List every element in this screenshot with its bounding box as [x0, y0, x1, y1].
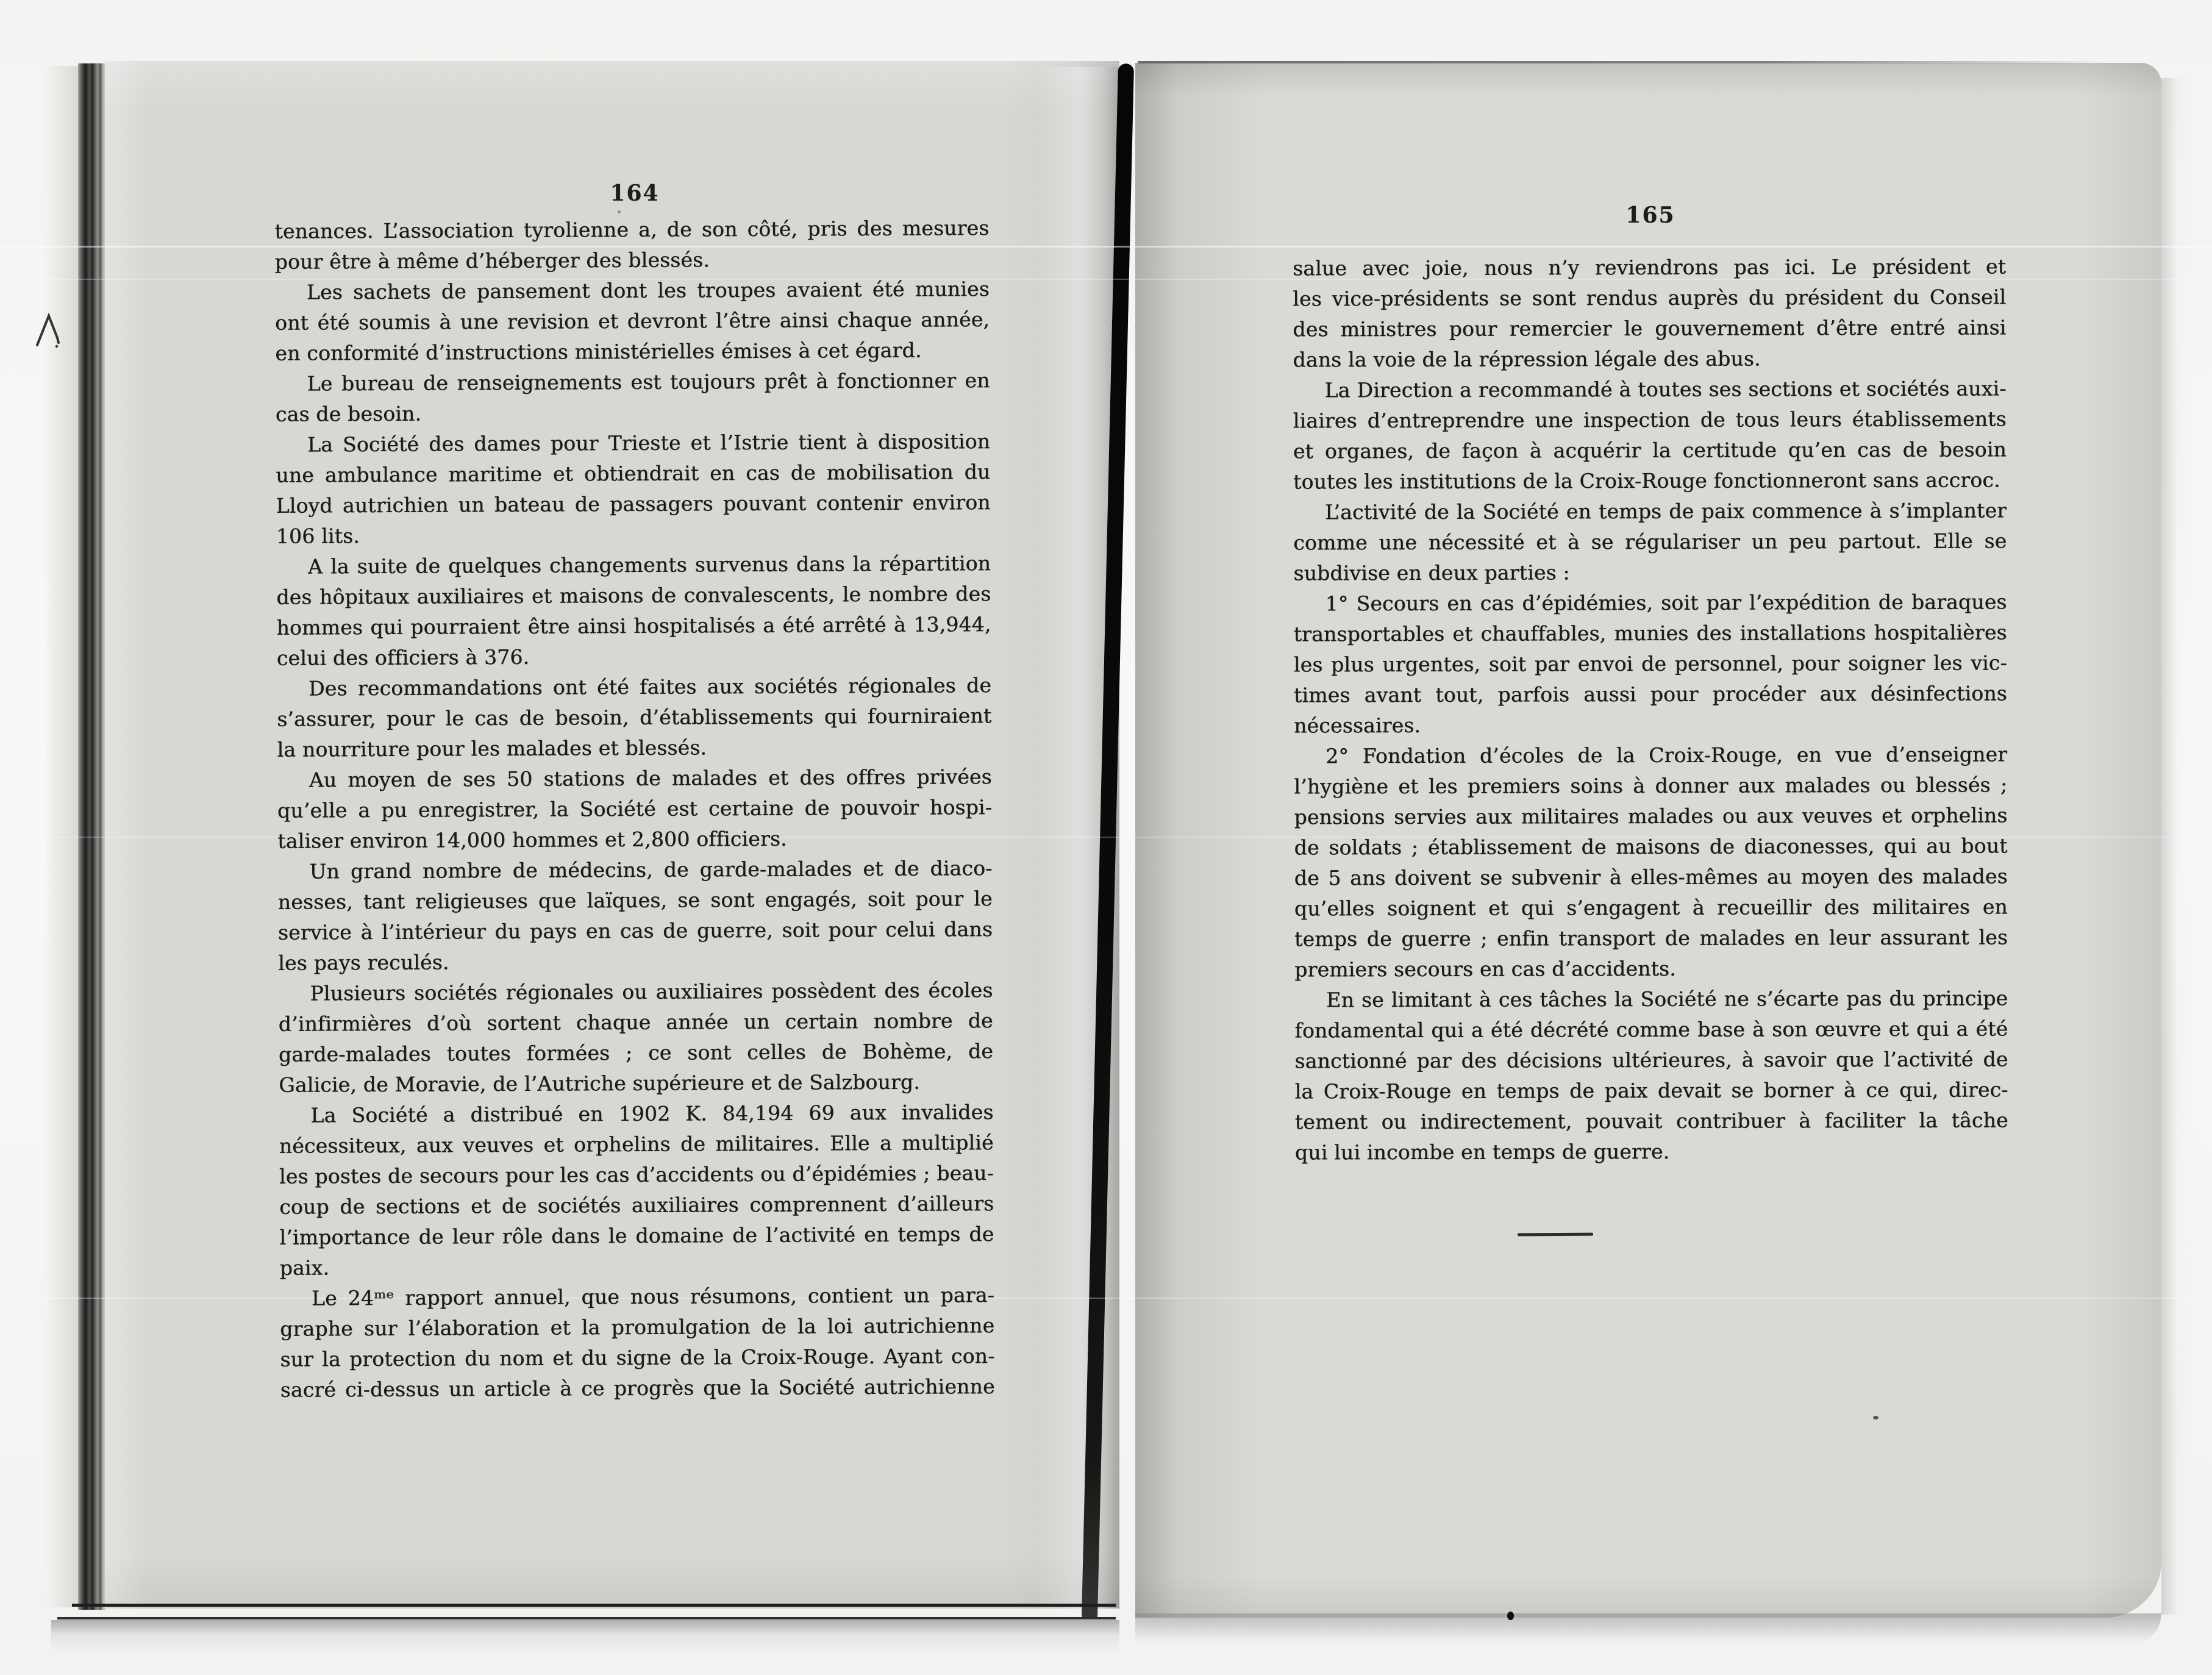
text-line: tenances. L’association tyrolienne a, de son côté, pris des mesures: [274, 216, 990, 243]
text-line: de soldats ; établissement de maisons de diaconesses, qui au bout: [1294, 834, 2008, 860]
text-line: A la suite de quelques changements survenus dans la répartition: [307, 551, 991, 579]
text-line: fondamental qui a été décrété comme base à son œuvre et qui a été: [1294, 1016, 2008, 1043]
text-line: les pays reculés.: [278, 950, 449, 975]
text-line: cas de besoin.: [275, 401, 422, 426]
text-line: l’hygiène et les premiers soins à donner aux malades ou blessés ;: [1294, 773, 2008, 799]
text-line: de 5 ans doivent se subvenir à elles-mêmes au moyen des malades: [1294, 864, 2008, 890]
text-line: sacré ci-dessus un article à ce progrès que la Société autrichienne: [280, 1374, 995, 1402]
ink-speck: [1873, 1416, 1878, 1420]
text-line: d’infirmières d’où sortent chaque année un certain nombre de: [278, 1009, 993, 1036]
page-number-164: 164: [610, 180, 660, 206]
text-line: la nourriture pour les malades et blessés.: [277, 735, 707, 762]
text-line: L’activité de la Société en temps de paix commence à s’implanter: [1325, 498, 2007, 524]
text-line: Au moyen de ses 50 stations de malades et des offres privées: [309, 765, 992, 792]
text-line: dans la voie de la répression légale des abus.: [1293, 346, 1761, 372]
text-line: graphe sur l’élaboration et la promulgation de la loi autrichienne: [280, 1313, 995, 1341]
text-line: ont été soumis à une revision et devront l’être ainsi chaque année,: [274, 307, 990, 335]
text-line: Des recommandations ont été faites aux sociétés régionales de: [308, 673, 992, 701]
page-165-text-column: [1293, 251, 2008, 1168]
text-line: la Croix-Rouge en temps de paix devait se borner à ce qui, direc-: [1294, 1077, 2008, 1104]
text-line: Les sachets de pansement dont les troupes avaient été munies: [306, 277, 990, 304]
text-line: s’assurer, pour le cas de besoin, d’établissements qui fourniraient: [277, 704, 992, 731]
ink-speck: [618, 210, 621, 213]
text-line: sanctionné par des décisions ultérieures, à savoir que l’activité de: [1294, 1047, 2008, 1073]
text-line: nécessaires.: [1294, 713, 1421, 738]
text-line: une ambulance maritime et obtiendrait en cas de mobilisation du: [276, 460, 991, 487]
text-line: Lloyd autrichien un bateau de passagers pouvant contenir environ: [276, 490, 991, 518]
text-line: service à l’intérieur du pays en cas de guerre, soit pour celui dans: [277, 917, 993, 945]
text-line: Galicie, de Moravie, de l’Autriche supérieure et de Salzbourg.: [279, 1070, 920, 1097]
text-line: nécessiteux, aux veuves et orphelins de militaires. Elle a multiplié: [279, 1130, 994, 1158]
bottom-page-edge-line: [72, 1604, 1116, 1607]
page-164-text-column: [274, 213, 995, 1405]
text-line: et organes, de façon à acquérir la certitude qu’en cas de besoin: [1293, 437, 2007, 463]
text-line: des ministres pour remercier le gouvernement d’être entré ainsi: [1293, 315, 2007, 341]
text-line: sur la protection du nom et du signe de la Croix-Rouge. Ayant con-: [280, 1344, 995, 1371]
text-line: comme une nécessité et à se régulariser un peu partout. Elle se: [1293, 529, 2007, 555]
text-line: subdivise en deux parties :: [1293, 560, 1570, 585]
text-line: pensions servies aux militaires malades ou aux veuves et orphelins: [1294, 803, 2008, 829]
text-line: taliser environ 14,000 hommes et 2,800 officiers.: [277, 826, 787, 853]
text-line: celui des officiers à 376.: [276, 645, 530, 670]
text-line: nesses, tant religieuses que laïques, se sont engagés, soit pour le: [277, 887, 993, 914]
text-line: 1° Secours en cas d’épidémies, soit par l’expédition de baraques: [1325, 590, 2007, 616]
text-line: les vice-présidents se sont rendus auprès du président du Conseil: [1293, 285, 2007, 311]
text-line: les plus urgentes, soit par envoi de personnel, pour soigner les vic-: [1293, 651, 2007, 677]
ink-speck: [1507, 1612, 1514, 1620]
text-line: En se limitant à ces tâches la Société ne s’écarte pas du principe: [1326, 986, 2008, 1012]
bottom-page-edge-line: [57, 1617, 1116, 1620]
text-line: La Société des dames pour Trieste et l’Istrie tient à disposition: [307, 429, 991, 457]
page-shadow: [51, 1620, 1119, 1653]
text-line: hommes qui pourraient être ainsi hospitalisés a été arrêté à 13,944,: [276, 612, 991, 640]
text-line: qui lui incombe en temps de guerre.: [1294, 1139, 1670, 1165]
text-line: paix.: [279, 1255, 330, 1280]
text-line: liaires d’entreprendre une inspection de tous leurs établissements: [1293, 407, 2007, 433]
text-line: Le bureau de renseignements est toujours prêt à fonctionner en: [307, 368, 990, 396]
text-line: times avant tout, parfois aussi pour procéder aux désinfections: [1293, 681, 2007, 707]
text-line: premiers secours en cas d’accidents.: [1294, 956, 1676, 982]
text-line: pour être à même d’héberger des blessés.: [274, 248, 710, 274]
pencil-caret-mark: [34, 311, 63, 350]
text-line: La Direction a recommandé à toutes ses sections et sociétés auxi-: [1324, 376, 2007, 402]
text-line: qu’elles soignent et qui s’engagent à recueillir des militaires en: [1294, 895, 2008, 921]
text-line: Un grand nombre de médecins, de garde-malades et de diaco-: [309, 856, 993, 884]
text-line: 106 lits.: [276, 524, 360, 548]
text-line: les postes de secours pour les cas d’accidents ou d’épidémies ; beau-: [279, 1161, 994, 1188]
text-line: l’importance de leur rôle dans le domaine de l’activité en temps de: [279, 1222, 994, 1249]
separator-rule: [1518, 1233, 1593, 1237]
text-line: qu’elle a pu enregistrer, la Société est certaine de pouvoir hospi-: [277, 795, 993, 823]
text-line: Plusieurs sociétés régionales ou auxiliaires possèdent des écoles: [310, 978, 993, 1005]
text-line: en conformité d’instructions ministérielles émises à cet égard.: [275, 338, 922, 365]
text-line: toutes les institutions de la Croix-Rouge fonctionneront sans accroc.: [1293, 468, 2000, 494]
page-shadow: [1135, 1613, 2161, 1645]
text-line: La Société a distribué en 1902 K. 84,194 69 aux invalides: [310, 1100, 994, 1127]
text-line: salue avec joie, nous n’y reviendrons pas ici. Le président et: [1293, 254, 2007, 280]
text-line: coup de sections et de sociétés auxiliaires comprennent d’ailleurs: [279, 1191, 994, 1219]
page-number-165: 165: [1625, 202, 1675, 228]
page-top-edge: [1138, 61, 2111, 63]
text-line: transportables et chauffables, munies des installations hospitalières: [1293, 620, 2007, 646]
text-line: tement ou indirectement, pouvait contribuer à faciliter la tâche: [1294, 1108, 2008, 1134]
text-line: 2° Fondation d’écoles de la Croix-Rouge, en vue d’enseigner: [1325, 742, 2008, 768]
text-line: Le 24ᵐᵉ rapport annuel, que nous résumons, contient un para-: [311, 1283, 994, 1310]
text-line: temps de guerre ; enfin transport de malades en leur assurant les: [1294, 925, 2008, 951]
page-shadow: [2161, 78, 2193, 1615]
text-line: des hôpitaux auxiliaires et maisons de convalescents, le nombre des: [276, 582, 991, 609]
text-line: garde-malades toutes formées ; ce sont celles de Bohème, de: [278, 1039, 994, 1066]
